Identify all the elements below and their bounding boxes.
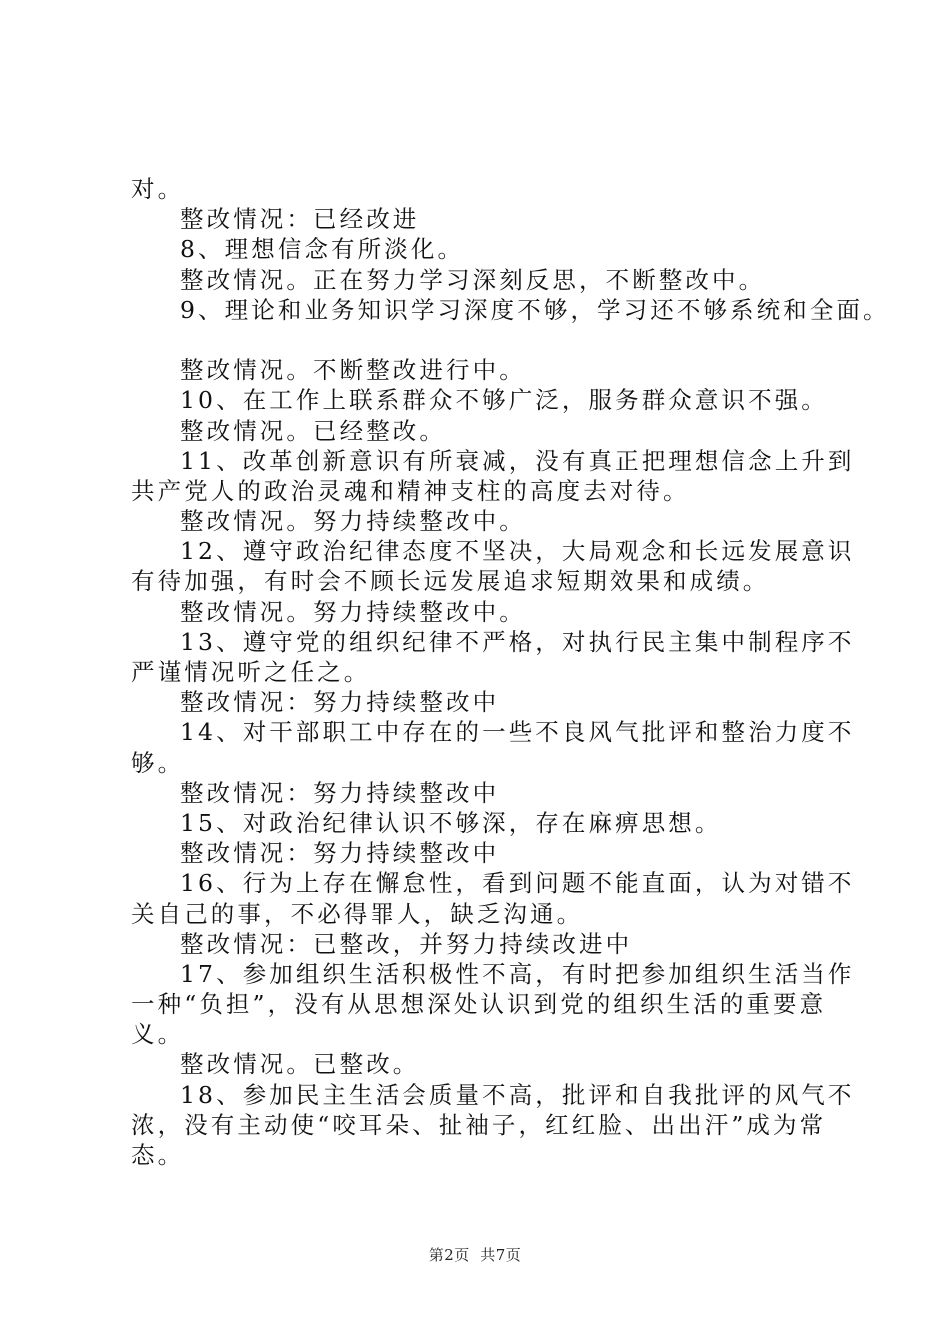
text-line: 14、对干部职工中存在的一些不良风气批评和整治力度不: [180, 718, 855, 747]
text-line: 够。: [131, 748, 185, 777]
text-line: 16、行为上存在懈怠性，看到问题不能直面，认为对错不: [180, 869, 855, 898]
text-line: 态。: [131, 1141, 185, 1169]
text-line: 12、遵守政治纪律态度不坚决，大局观念和长远发展意识: [180, 537, 855, 566]
text-line: 10、在工作上联系群众不够广泛，服务群众意识不强。: [180, 386, 828, 415]
text-line: 整改情况：已整改，并努力持续改进中: [180, 929, 633, 958]
text-line: 对。: [131, 175, 185, 203]
text-line: 有待加强，有时会不顾长远发展追求短期效果和成绩。: [131, 567, 770, 596]
text-line: 整改情况：努力持续整改中: [180, 839, 500, 868]
text-line: 整改情况。正在努力学习深刻反思，不断整改中。: [180, 265, 766, 294]
text-line: 整改情况。已经整改。: [180, 416, 446, 445]
document-body: [131, 174, 890, 1170]
text-line: 整改情况。努力持续整改中。: [180, 597, 526, 626]
page-number: 第2页 共7页: [428, 1246, 522, 1264]
page-footer: [0, 1244, 950, 1265]
text-line: 整改情况。不断整改进行中。: [180, 356, 526, 385]
blank-line: [131, 325, 831, 355]
text-line: 整改情况。努力持续整改中。: [180, 507, 526, 536]
text-line: 15、对政治纪律认识不够深，存在麻痹思想。: [180, 808, 722, 837]
text-line: 17、参加组织生活积极性不高，有时把参加组织生活当作: [180, 959, 855, 988]
text-line: 整改情况：努力持续整改中: [180, 778, 500, 807]
text-line: 11、改革创新意识有所衰减，没有真正把理想信念上升到: [180, 446, 855, 475]
text-line: 浓，没有主动使“咬耳朵、扯袖子，红红脸、出出汗”成为常: [131, 1110, 827, 1139]
text-line: 8、理想信念有所淡化。: [180, 235, 465, 264]
text-line: 9、理论和业务知识学习深度不够，学习还不够系统和全面。: [180, 295, 890, 324]
text-line: 整改情况。已整改。: [180, 1050, 420, 1079]
text-line: 一种“负担”，没有从思想深处认识到党的组织生活的重要意: [131, 990, 827, 1019]
text-line: 13、遵守党的组织纪律不严格，对执行民主集中制程序不: [180, 627, 855, 656]
text-line: 共产党人的政治灵魂和精神支柱的高度去对待。: [131, 476, 690, 505]
text-line: 整改情况：努力持续整改中: [180, 688, 500, 717]
text-line: 义。: [131, 1020, 185, 1049]
text-line: 严谨情况听之任之。: [131, 658, 371, 686]
text-line: 整改情况：已经改进: [180, 205, 420, 234]
text-line: 18、参加民主生活会质量不高，批评和自我批评的风气不: [180, 1080, 855, 1109]
text-line: 关自己的事，不必得罪人，缺乏沟通。: [131, 899, 584, 928]
